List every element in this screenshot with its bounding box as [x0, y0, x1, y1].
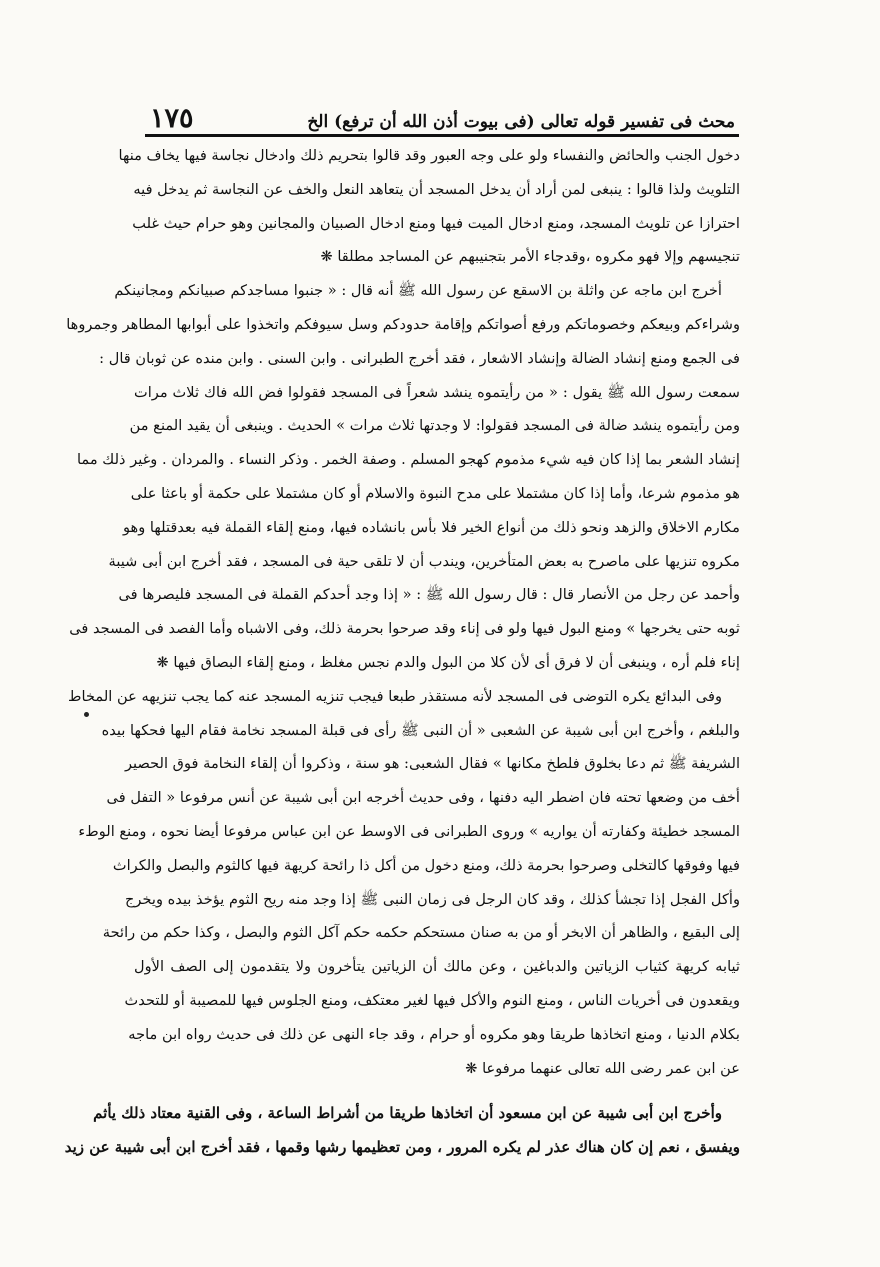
text-line: وشراءكم وبيعكم وخصوماتكم ورفع أصواتكم وإقامة حدودكم وسل سيوفكم واتخذوا على أبوابها المطاهر وجمروها: [66, 315, 740, 333]
page-header: [150, 92, 735, 132]
text-line: وأخرج ابن أبى شيبة عن ابن مسعود أن اتخاذها طريقا من أشراط الساعة ، وفى القنية معتاد ذلك يأثم: [93, 1104, 722, 1123]
text-line: أخف من وضعها تحته فان اضطر اليه دفنها ، وفى حديث أخرجه ابن أبى شيبة عن أنس مرفوعا « التفل فى: [106, 789, 740, 807]
text-line: فيها وفوقها كالتخلى وصرحوا بحرمة ذلك، ومنع دخول من أكل ذا رائحة كريهة فيها كالثوم والبصل والكراث: [112, 856, 740, 874]
paragraph: [66, 274, 740, 680]
text-line: أخرج ابن ماجه عن واثلة بن الاسقع عن رسول الله ﷺ أنه قال : « جنبوا مساجدكم صبيانكم ومجانينكم: [114, 282, 722, 300]
paragraph: [64, 1097, 740, 1165]
text-line: والبلغم ، وأخرج ابن أبى شيبة عن الشعبى « أن النبى ﷺ رأى فى قبلة المسجد نخامة فقام اليها فحكها بيده: [101, 721, 740, 739]
text-line: ويفسق ، نعم إن كان هناك عذر لم يكره المرور ، ومن تعظيمها رشها وقمها ، فقد أخرج ابن أبى شيبة عن زيد: [64, 1138, 740, 1157]
text-line: ومن رأيتموه ينشد ضالة فى المسجد فقولوا: لا وجدتها ثلاث مرات » الحديث . وينبغى أن يقيد المنع من: [129, 417, 740, 435]
text-line: المسجد خطيئة وكفارته أن يواريه » وروى الطبرانى فى الاوسط عن ابن عباس مرفوعا أيضا نحوه ، ومنع الوطء: [78, 822, 740, 840]
text-line: هو مذموم شرعا، وأما إذا كان مشتملا على مدح النبوة والاسلام أو كان مشتملا على حكمة أو باعثا على: [130, 484, 740, 502]
text-line: إناء فلم أره ، وينبغى أن لا فرق أى لأن كلا من البول والدم نجس مغلظ ، ومنع إلقاء البصاق فيها ❋: [156, 653, 740, 671]
running-head: محث فى تفسير قوله تعالى (فى بيوت أذن الله أن ترفع) الخ: [307, 112, 735, 132]
text-line: ثيابه كريهة كثياب الزياتين والدباغين ، وعن مالك أن الزياتين يتأخرون ولا يتقدمون إلى الصف الأول: [134, 958, 740, 976]
page-body: [64, 139, 740, 1165]
text-line: تنجيسهم وإلا فهو مكروه ،وقدجاء الأمر بتجنيبهم عن المساجد مطلقا ❋: [320, 248, 740, 266]
text-line: دخول الجنب والحائض والنفساء ولو على وجه العبور وقد قالوا بتحريم ذلك وادخال نجاسة فيها يخاف منها: [118, 147, 740, 164]
text-line: مكارم الاخلاق والزهد ونحو ذلك من أنواع الخير فلا بأس بانشاده فيها، ومنع إلقاء القملة فيه بعدقتلها وهو: [123, 518, 740, 536]
text-line: عن ابن عمر رضى الله تعالى عنهما مرفوعا ❋: [465, 1059, 740, 1077]
text-line: وأحمد عن رجل من الأنصار قال : قال رسول الله ﷺ : « إذا وجد أحدكم القملة فى المسجد فليصرها فى: [118, 586, 740, 604]
text-line: ويقعدون فى أخريات الناس ، ومنع النوم والأكل فيها لغير معتكف، ومنع الجلوس فيها للمصيبة أو للتحدث: [124, 991, 740, 1009]
text-line: إلى البقيع ، والظاهر أن الابخر أو من به صنان مستحكم حكمه حكم آكل الثوم والبصل ، وكذا حكم من رائحة: [102, 924, 740, 942]
text-line: احترازا عن تلويث المسجد، ومنع ادخال الميت فيها ومنع ادخال الصبيان والمجانين وهو حرام حيث غلب: [132, 214, 740, 232]
text-line: بكلام الدنيا ، ومنع اتخاذها طريقا وهو مكروه أو حرام ، وقد جاء النهى عن ذلك فى حديث رواه ابن ماجه: [128, 1025, 740, 1043]
paragraph-gap: [134, 1085, 740, 1097]
margin-mark: [84, 712, 89, 717]
paragraph: [118, 139, 740, 274]
page-number: ١٧٥: [150, 103, 194, 134]
text-line: وفى البدائع يكره التوضى فى المسجد لأنه مستقذر طبعا فيجب تنزيه المسجد عنه كما يجب تنزيهه عن المخاط: [68, 687, 722, 705]
text-line: سمعت رسول الله ﷺ يقول : « من رأيتموه ينشد شعراً فى المسجد فقولوا فض الله فاك ثلاث مرات: [134, 383, 740, 401]
text-line: التلويث ولذا قالوا : ينبغى لمن أراد أن يدخل المسجد أن يتعاهد النعل والخف عن النجاسة ثم يدخل فيه: [133, 180, 740, 198]
text-line: إنشاد الشعر بما إذا كان فيه شيء مذموم كهجو المسلم . وصفة الخمر . وذكر النساء . والمردان . وغير ذلك مما: [76, 451, 740, 469]
header-rule: [145, 134, 739, 137]
text-line: وأكل الفجل إذا تجشأ كذلك ، وقد كان الرجل فى زمان النبى ﷺ إذا وجد منه ريح الثوم يؤخذ بيده ويخرج: [125, 890, 740, 908]
text-line: فى الجمع ومنع إنشاد الضالة وإنشاد الاشعار ، فقد أخرج الطبرانى . وابن السنى . وابن منده عن ثوبان قال :: [99, 349, 740, 367]
paragraph: [68, 680, 740, 1086]
text-line: مكروه تنزيها على ماصرح به بعض المتأخرين، ويندب أن لا تلقى حية فى المسجد ، فقد أخرج ابن أبى شيبة: [108, 552, 740, 570]
text-line: ثوبه حتى يخرجها » ومنع البول فيها ولو فى إناء وقد صرحوا بحرمة ذلك، وفى الاشباه وأما الفصد فى المسجد فى: [69, 620, 740, 638]
text-line: الشريفة ﷺ ثم دعا بخلوق فلطخ مكانها » فقال الشعبى: هو سنة ، وذكروا أن إلقاء النخامة فوق الحصير: [124, 755, 740, 773]
